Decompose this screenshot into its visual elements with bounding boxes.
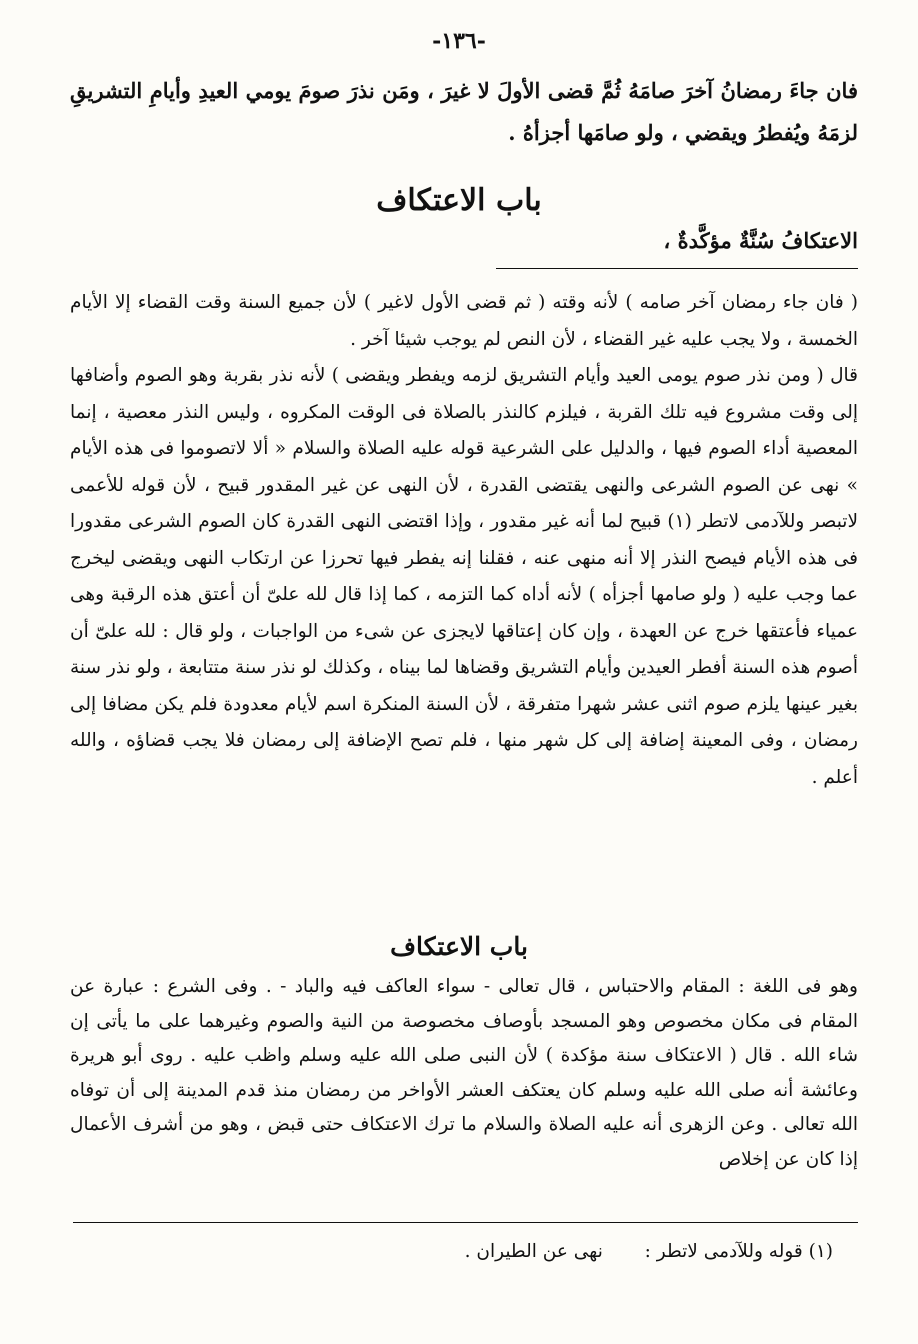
matn-text: فان جاءَ رمضانُ آخرَ صامَهُ ثُمَّ قضى الأولَ لا غيرَ ، ومَن نذرَ صومَ يومي العيدِ وأيامِ التشريقِ لزمَهُ ويُفطرُ ويقضي ، ولو صامَها أجزأهُ . [70, 78, 858, 145]
footnote [70, 1236, 833, 1268]
commentary-heading-itikaf: باب الاعتكاف [390, 932, 528, 961]
chapter-heading-itikaf: باب الاعتكاف [376, 183, 542, 218]
footnote-divider [73, 1222, 858, 1223]
footnote-term: قوله وللآدمى لاتطر : [644, 1241, 803, 1262]
commentary [70, 285, 858, 796]
commentary-itikaf: وهو فى اللغة : المقام والاحتباس ، قال تعالى - سواء العاكف فيه والباد - . وفى الشرع : عبارة عن المقام فى مكان مخصوص وهو المسجد بأوصاف مخصوصة من النية والصوم وغيرهما على ما يأتى إن شاء الله . قال ( الاعتكاف سنة مؤكدة ) لأن النبى صلى الله عليه وسلم واظب عليه . روى أبو هريرة وعائشة أنه صلى الله عليه وسلم كان يعتكف العشر الأواخر من رمضان منذ قدم المدينة إلى أن توفاه الله تعالى . وعن الزهرى أنه عليه الصلاة والسلام ما ترك الاعتكاف حتى قبض ، وهو من أشرف الأعمال إذا كان عن إخلاص [70, 976, 858, 1170]
matn-divider [496, 268, 858, 269]
matn-itikaf-text: الاعتكافُ سُنَّةٌ مؤكَّدةٌ ، [663, 228, 858, 253]
page-number: -١٣٦- [432, 28, 486, 54]
footnote-marker: (١) [808, 1241, 833, 1262]
commentary-paragraph: قال ( ومن نذر صوم يومى العيد وأيام التشريق لزمه ويفطر ويقضى ) لأنه نذر بقربة وهو الصوم وأضافها إلى وقت مشروع فيه تلك القربة ، فيلزم كالنذر بالصلاة فى الوقت المكروه ، وليس النذر معصية ، إنما المعصية أداء الصوم فيها ، والدليل على الشرعية قوله عليه الصلاة والسلام « ألا لاتصوموا فى هذه الأيام » نهى عن الصوم الشرعى والنهى يقتضى القدرة ، لأن النهى عن غير المقدور قبيح ، لأن قوله للأعمى لاتبصر وللآدمى لاتطر (١) قبيح لما أنه غير مقدور ، وإذا اقتضى النهى القدرة كان الصوم الشرعى مقدورا فى هذه الأيام فيصح النذر إلا أنه منهى عنه ، فقلنا إنه يفطر فيها تحرزا عن ارتكاب النهى ويقضى ليخرج عما وجب عليه ( ولو صامها أجزأه ) لأنه أداه كما التزمه ، كما إذا قال لله علىّ أن أعتق هذه الرقبة وهى عمياء فأعتقها خرج عن العهدة ، وإن كان إعتاقها لايجزى عن شىء من الواجبات ، ولو قال : لله علىّ أن أصوم هذه السنة أفطر العيدين وأيام التشريق وقضاها لما بيناه ، وكذلك لو نذر سنة متتابعة ، ولو نذر سنة بغير عينها يلزم صوم اثنى عشر شهرا متفرقة ، لأن السنة المنكرة اسم لأيام معدودة فلم يكن مضافا إلى رمضان ، وفى المعينة إضافة إلى كل شهر منها ، فلم تصح الإضافة إلى رمضان فلا يجب قضاؤه ، والله أعلم . [70, 365, 858, 788]
commentary-paragraph: ( فان جاء رمضان آخر صامه ) لأنه وقته ( ثم قضى الأول لاغير ) لأن جميع السنة وقت القضاء إلا الأيام الخمسة ، ولا يجب عليه غير القضاء ، لأن النص لم يوجب شيئا آخر . [70, 292, 858, 350]
footnote-explanation: نهى عن الطيران . [464, 1241, 603, 1262]
